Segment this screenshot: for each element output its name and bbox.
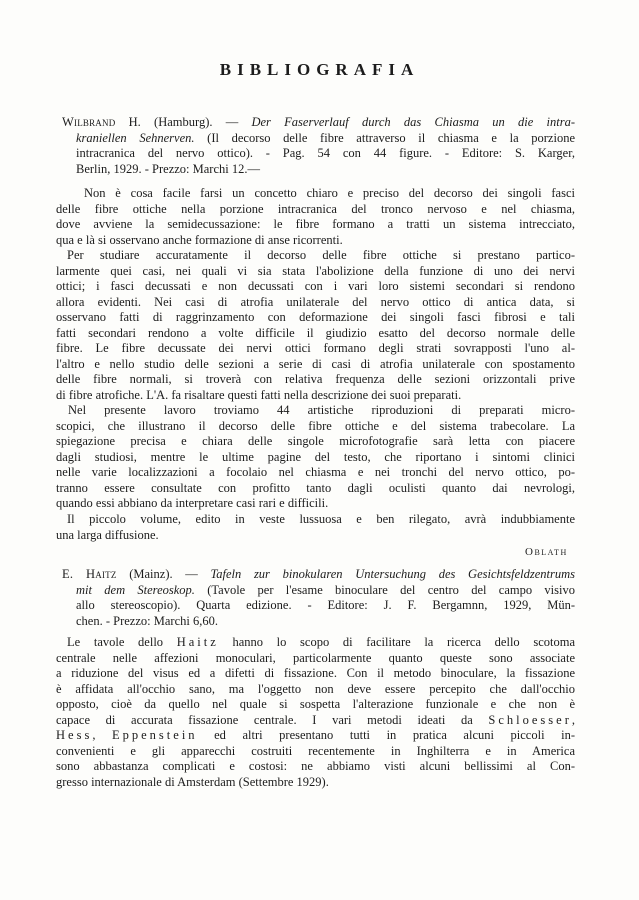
review-1-header-line: Berlin, 1929. - Prezzo: Marchi 12.— [76,161,260,176]
text-line: tranno essere consultate con profitto tanto dagli oculisti quanto dai nevrologi, [56,480,575,495]
review-1-header [62,115,575,177]
text-line: delle fibre ottiche nella porzione intracranica del tronco nervoso e nel chiasma, [56,201,575,216]
text-line: Per studiare accuratamente il decorso delle fibre ottiche si prestano partico- [67,248,575,262]
text-line: Nel presente lavoro troviamo 44 artistiche riproduzioni di preparati micro- [68,403,575,417]
text-line: sono abbastanza complicati e costosi: ne abbiamo visti alcuni bellissimi al Con- [56,759,575,773]
review-1-signature: Oblath [525,546,568,558]
text-line: qua e là si osservano anche formazione di anse ricorrenti. [56,232,343,247]
spaced-name: Eppenstein [112,728,198,742]
review-1-header-line: kraniellen Sehnerven. (Il decorso delle fibre attraverso il chiasma e la porzione [76,130,576,145]
text-line: di fibre atrofiche. L'A. fa risaltare questi fatti nella descrizione dei suoi preparati. [56,387,462,402]
text-line: nelle varie localizzazioni a focolaio nel chiasma e nei tronchi del nervo ottico, po- [56,465,575,479]
review-1-author: Wilbrand [62,115,116,129]
text-line: centrale nelle affezioni monoculari, particolarmente quanto queste sono associate [56,650,575,665]
text-line: Le tavole dello Haitz hanno lo scopo di facilitare la ricerca dello scotoma [67,635,575,649]
text-line: delle fibre normali, si troverà con relativa frequenza delle sezioni orizzontali prive [56,372,575,386]
text-line: gresso internazionale di Amsterdam (Settembre 1929). [56,774,329,789]
text-line: convenienti e gli apparecchi costruiti recentemente in Inghilterra e in America [56,743,575,758]
text-line: quando essi abbiano da interpretare casi rari e difficili. [56,496,329,510]
review-1-header-line: intracranica del nervo ottico). - Pag. 54 con 44 figure. - Editore: S. Karger, [76,146,575,160]
text-line: l'altro e nello studio delle sezioni a serie di casi di atrofia unilaterale con spostamento [56,356,575,371]
text-line: Il piccolo volume, edito in veste lussuosa e ben rilegato, avrà indubbiamente [67,512,575,526]
text-line: fatti secondari rendono a volte difficile il giudizio esatto del decorso normale delle [56,325,575,340]
review-2-header [62,567,575,629]
review-1-paragraph-2 [56,248,575,403]
text-line: Non è cosa facile farsi un concetto chiaro e preciso del decorso dei singoli fasci [84,186,575,200]
text-line: è affidata all'occhio sano, ma l'oggetto non deve essere percepito che dall'occhio [56,681,575,696]
text-line: ottici; i fasci decussati e non decussati con i vari loro sistemi secondari si rendono [56,279,575,293]
text-line: scopici, che illustrano il decorso delle fibre ottiche e del sistema trabecolare. La [56,418,575,433]
review-2-header-line: E. Haitz (Mainz). — Tafeln zur binokularen Untersuchung des Gesichtsfeldzentrums [62,567,575,581]
review-2-author: E. Haitz [62,567,117,581]
text-line: Hess, Eppenstein ed altri presentano tutti in pratica alcuni piccoli in- [56,728,575,742]
text-line: osservano fatti di raggrinzamento con deformazione dei singoli fasci fibrosi e tali [56,310,575,324]
text-line: una larga diffusione. [56,527,159,542]
text-line: opposto, cioè da quello nel quale si sospetta l'alterazione funzionale e che non è [56,697,575,711]
spaced-name: Haitz [176,635,219,649]
text-line: fibre. Le fibre decussate dei nervi ottici formano degli strati sovrapposti l'uno al- [56,341,575,355]
spaced-name: Schloesser [488,712,572,727]
text-line: a riduzione del visus ed a difetti di fissazione. Con il metodo binoculare, la fissazione [56,666,575,680]
review-1-header-line: Wilbrand H. (Hamburg). — Der Faserverlauf durch das Chiasma un die intra- [62,115,575,129]
spaced-name: Hess [56,728,93,742]
text-line: dagli studiosi, mentre le ultime pagine del testo, che riportano i sintomi clinici [56,449,575,464]
text-line: spiegazione precisa e chiara delle singole microfotografie sarà letta con piacere [56,434,575,448]
review-1-paragraph-1 [56,186,575,248]
text-line: larmente quei casi, nei quali vi sia stata l'abolizione della funzione di uno dei nervi [56,263,575,278]
review-1-book-title: Der Faserverlauf durch das Chiasma un die intra- [251,115,575,129]
review-2-book-title: Tafeln zur binokularen Untersuchung des Gesichtsfeldzentrums [210,567,575,581]
review-2-header-line: chen. - Prezzo: Marchi 6,60. [76,613,218,628]
review-1-paragraph-4 [56,512,575,543]
review-2-header-line: mit dem Stereoskop. (Tavole per l'esame binoculare del centro del campo visivo [76,582,575,597]
text-line: capace di accurata fissazione centrale. I vari metodi ideati da Schloesser, [56,712,575,727]
text-line: allora evidenti. Nei casi di atrofia unilaterale del nervo ottico di antica data, si [56,294,575,309]
section-title: BIBLIOGRAFIA [219,60,420,79]
review-2-header-line: allo stereoscopio). Quarta edizione. - Editore: J. F. Bergamnn, 1929, Mün- [76,598,575,612]
text-line: dove avviene la semidecussazione: le fibre formano a tratti un sistema intrecciato, [56,217,575,231]
review-1-paragraph-3 [56,403,575,512]
review-2-paragraph-1 [56,635,575,790]
